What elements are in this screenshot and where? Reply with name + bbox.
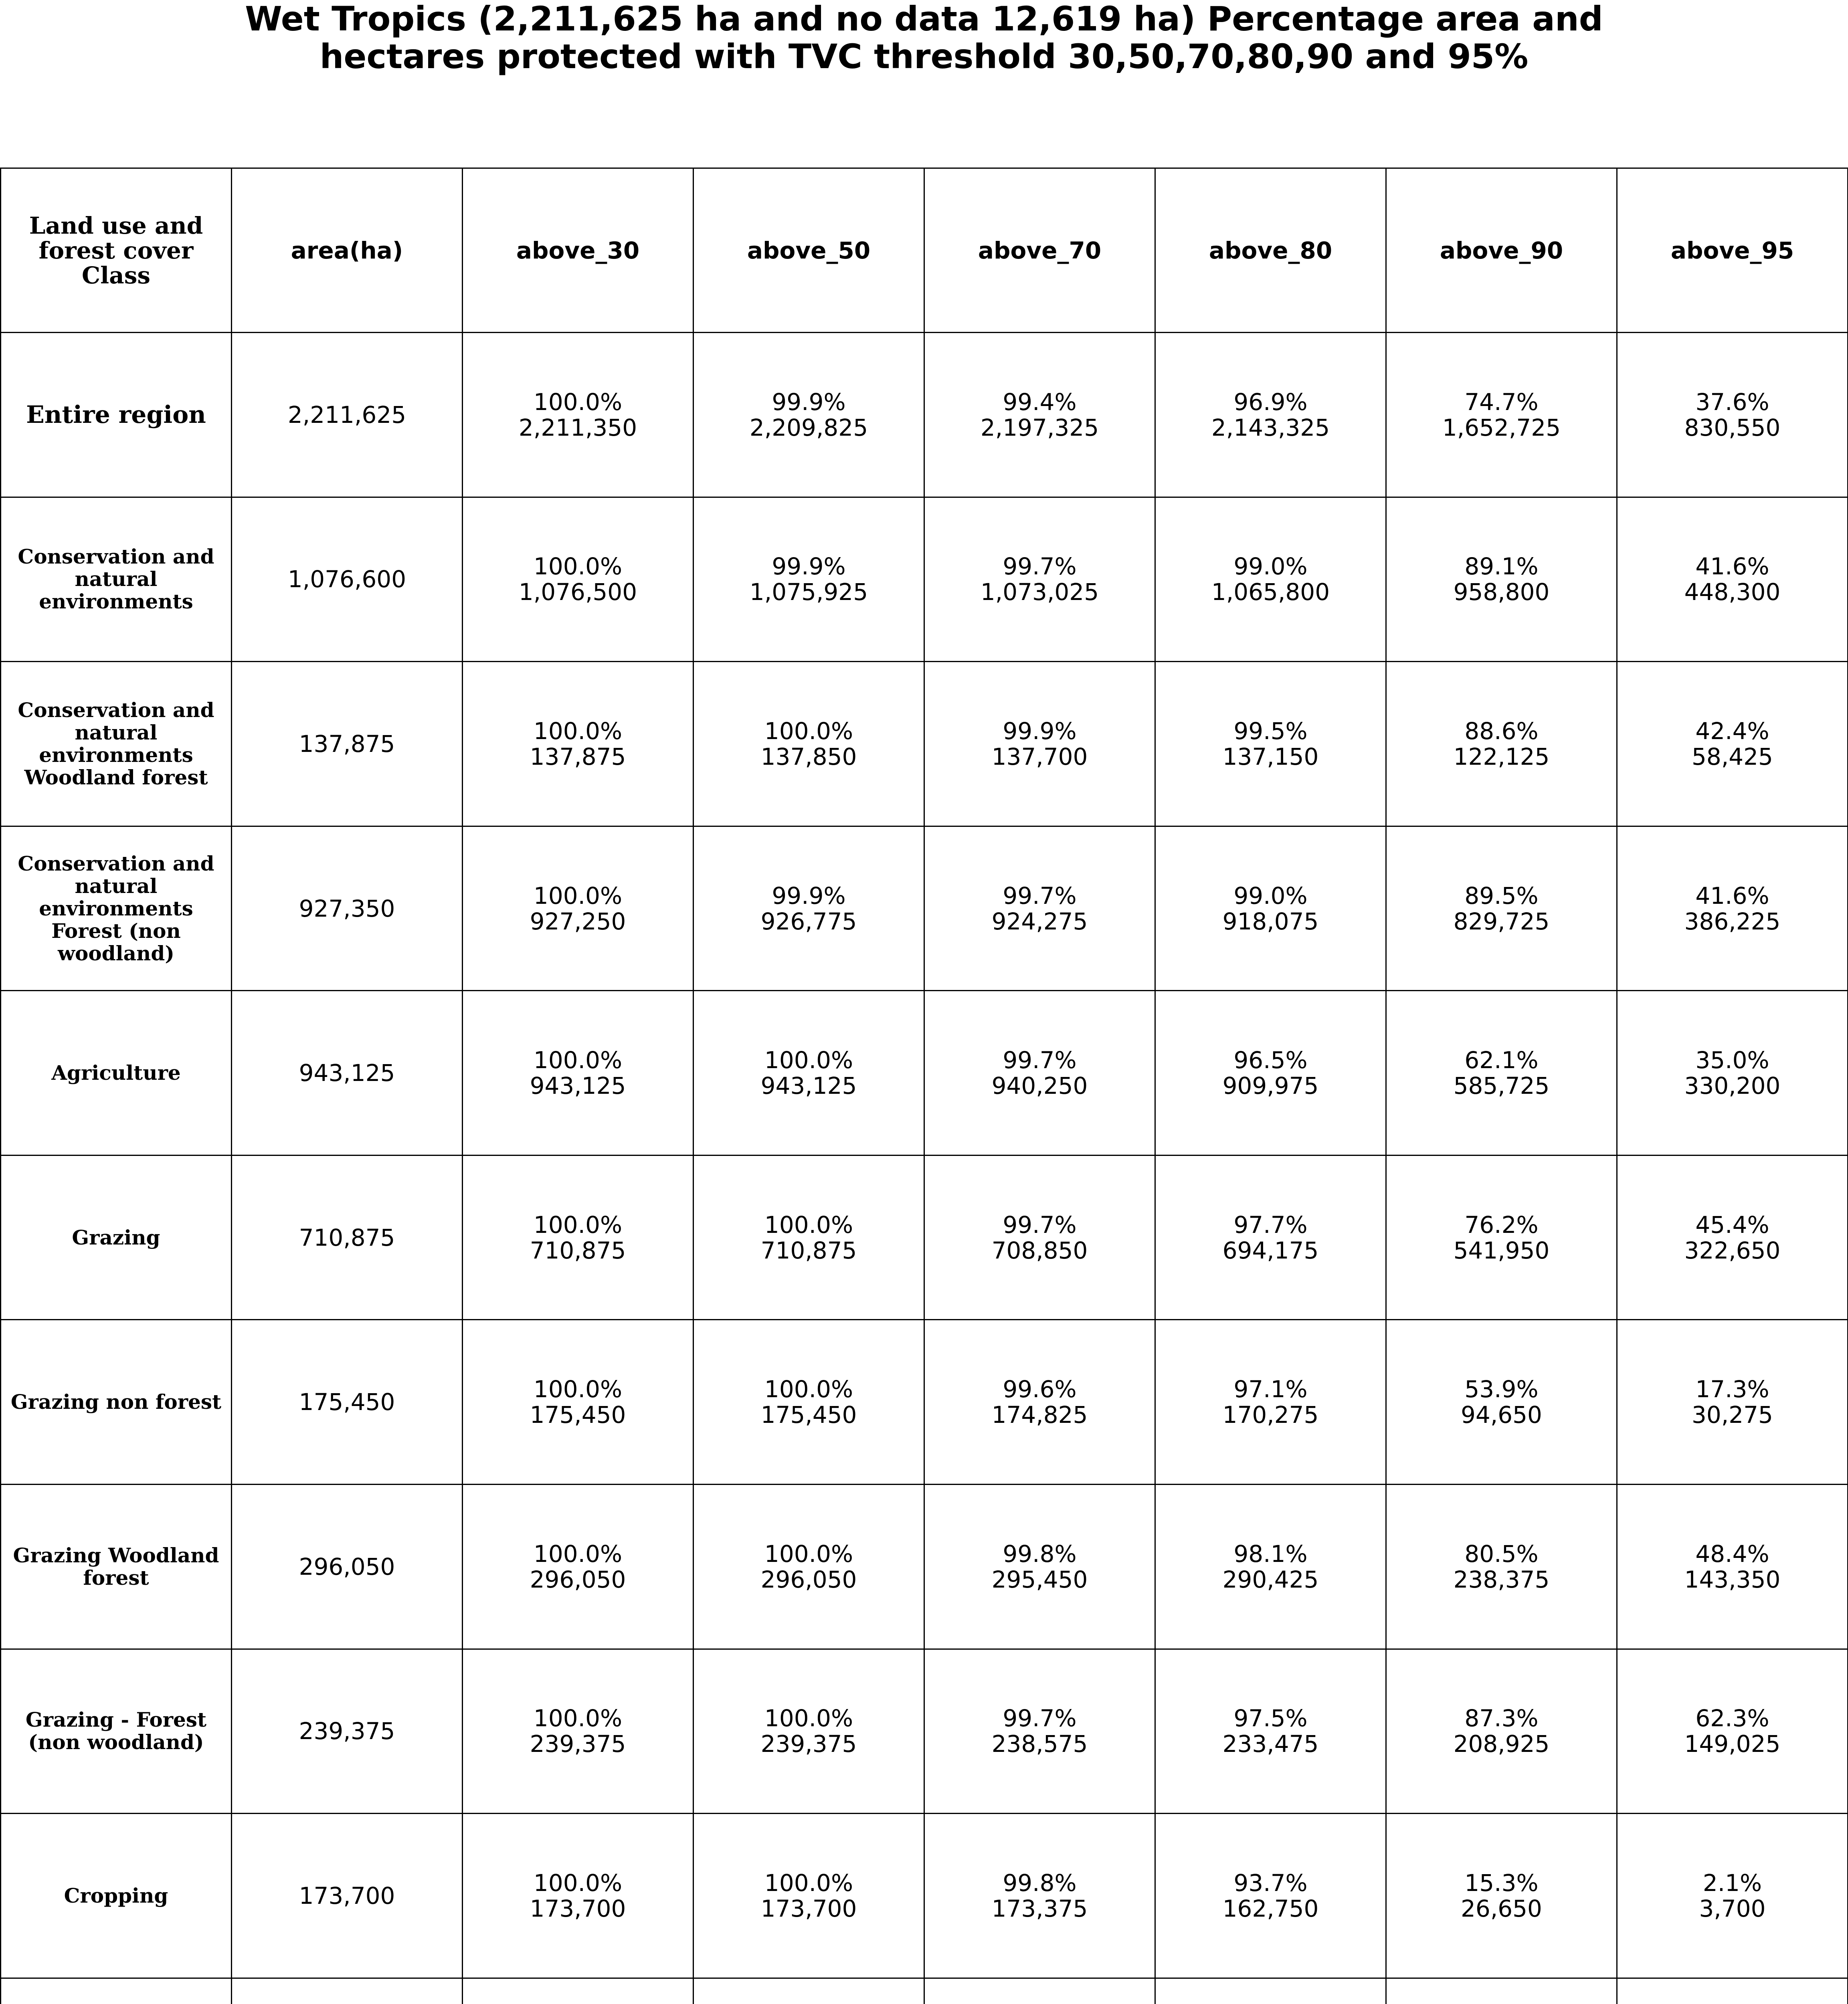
hectare-value: 958,800 bbox=[1453, 578, 1550, 606]
threshold-cell bbox=[1386, 991, 1617, 1156]
hectare-value: 26,650 bbox=[1461, 1895, 1542, 1922]
header-above-95: above_95 bbox=[1617, 168, 1848, 333]
hectare-value: 2,209,825 bbox=[749, 414, 868, 441]
threshold-cell bbox=[463, 1320, 694, 1485]
threshold-cell bbox=[1386, 826, 1617, 991]
threshold-cell bbox=[1617, 1978, 1848, 2004]
percent-value: 100.0% bbox=[533, 1705, 623, 1732]
percent-value: 2.1% bbox=[1702, 1869, 1762, 1897]
threshold-cell bbox=[924, 1320, 1155, 1485]
percent-value: 97.5% bbox=[1233, 1705, 1308, 1732]
hectare-value: 30,275 bbox=[1692, 1401, 1773, 1429]
threshold-cell bbox=[1155, 1155, 1386, 1320]
hectare-value: 174,825 bbox=[991, 1401, 1088, 1429]
percent-value: 100.0% bbox=[533, 388, 623, 416]
percent-value: 100.0% bbox=[533, 1376, 623, 1403]
table-row bbox=[1, 991, 1848, 1156]
threshold-cell bbox=[1155, 1485, 1386, 1649]
hectare-value: 137,700 bbox=[991, 743, 1088, 770]
percent-value: 89.5% bbox=[1464, 882, 1539, 909]
header-area-ha-: area(ha) bbox=[232, 168, 463, 333]
hectare-value: 2,143,325 bbox=[1211, 414, 1330, 441]
table-header-row bbox=[1, 168, 1848, 333]
percent-value: 88.6% bbox=[1464, 717, 1539, 745]
area-cell: 175,450 bbox=[232, 1320, 463, 1485]
table-row bbox=[1, 662, 1848, 826]
area-cell bbox=[232, 1978, 463, 2004]
hectare-value: 162,750 bbox=[1222, 1895, 1319, 1922]
threshold-cell bbox=[463, 1814, 694, 1978]
header-above-80: above_80 bbox=[1155, 168, 1386, 333]
row-label: Conservation and natural environments Woodland forest bbox=[1, 662, 232, 826]
row-label: Grazing - Forest (non woodland) bbox=[1, 1649, 232, 1814]
area-cell: 137,875 bbox=[232, 662, 463, 826]
table-row bbox=[1, 1649, 1848, 1814]
area-cell: 943,125 bbox=[232, 991, 463, 1156]
hectare-value: 322,650 bbox=[1684, 1236, 1781, 1264]
percent-value: 99.7% bbox=[1003, 1046, 1077, 1074]
area-cell: 173,700 bbox=[232, 1814, 463, 1978]
threshold-cell bbox=[924, 333, 1155, 497]
area-cell: 239,375 bbox=[232, 1649, 463, 1814]
hectare-value: 175,450 bbox=[530, 1401, 626, 1429]
header-above-70: above_70 bbox=[924, 168, 1155, 333]
title-line-1: Wet Tropics (2,211,625 ha and no data 12,619 ha) Percentage area and bbox=[245, 0, 1603, 38]
hectare-value: 94,650 bbox=[1461, 1401, 1542, 1429]
percent-value: 98.1% bbox=[1233, 1540, 1308, 1568]
percent-value: 99.4% bbox=[1003, 388, 1077, 416]
hectare-value: 694,175 bbox=[1222, 1236, 1319, 1264]
percent-value: 80.5% bbox=[1464, 1540, 1539, 1568]
table-row bbox=[1, 333, 1848, 497]
row-label: Conservation and natural environments bbox=[1, 497, 232, 662]
threshold-cell bbox=[1617, 333, 1848, 497]
percent-value: 99.8% bbox=[1003, 1869, 1077, 1897]
percent-value: 100.0% bbox=[533, 717, 623, 745]
threshold-cell bbox=[1386, 333, 1617, 497]
threshold-cell bbox=[463, 991, 694, 1156]
hectare-value: 1,075,925 bbox=[749, 578, 868, 606]
percent-value: 48.4% bbox=[1695, 1540, 1769, 1568]
percent-value: 99.0% bbox=[1233, 882, 1308, 909]
threshold-cell bbox=[924, 497, 1155, 662]
threshold-cell bbox=[463, 1485, 694, 1649]
hectare-value: 330,200 bbox=[1684, 1072, 1781, 1100]
row-label: Cropping bbox=[1, 1814, 232, 1978]
table-row bbox=[1, 1155, 1848, 1320]
percent-value: 100.0% bbox=[764, 1376, 853, 1403]
table-body bbox=[1, 333, 1848, 2004]
header-above-50: above_50 bbox=[694, 168, 924, 333]
hectare-value: 829,725 bbox=[1453, 907, 1550, 935]
hectare-value: 940,250 bbox=[991, 1072, 1088, 1100]
table-row bbox=[1, 1485, 1848, 1649]
threshold-cell bbox=[1617, 1485, 1848, 1649]
percent-value: 96.9% bbox=[1233, 388, 1308, 416]
threshold-cell bbox=[1155, 662, 1386, 826]
percent-value: 99.9% bbox=[772, 388, 846, 416]
percent-value: 100.0% bbox=[533, 1869, 623, 1897]
percent-value: 89.1% bbox=[1464, 553, 1539, 580]
hectare-value: 173,700 bbox=[760, 1895, 857, 1922]
threshold-cell bbox=[924, 1649, 1155, 1814]
percent-value: 96.5% bbox=[1233, 1046, 1308, 1074]
percent-value: 100.0% bbox=[764, 1211, 853, 1238]
threshold-cell bbox=[694, 991, 924, 1156]
threshold-cell bbox=[1386, 662, 1617, 826]
percent-value: 99.7% bbox=[1003, 882, 1077, 909]
hectare-value: 58,425 bbox=[1692, 743, 1773, 770]
threshold-cell bbox=[1386, 1649, 1617, 1814]
threshold-cell bbox=[1617, 1649, 1848, 1814]
hectare-value: 585,725 bbox=[1453, 1072, 1550, 1100]
threshold-cell bbox=[1617, 1155, 1848, 1320]
row-label: Grazing Woodland forest bbox=[1, 1485, 232, 1649]
threshold-cell bbox=[1155, 497, 1386, 662]
hectare-value: 238,375 bbox=[1453, 1566, 1550, 1593]
row-label: Grazing non forest bbox=[1, 1320, 232, 1485]
hectare-value: 239,375 bbox=[530, 1730, 626, 1758]
threshold-cell bbox=[694, 1320, 924, 1485]
hectare-value: 918,075 bbox=[1222, 907, 1319, 935]
percent-value: 97.7% bbox=[1233, 1211, 1308, 1238]
threshold-cell bbox=[1155, 1978, 1386, 2004]
hectare-value: 926,775 bbox=[760, 907, 857, 935]
threshold-cell bbox=[1155, 1814, 1386, 1978]
hectare-value: 233,475 bbox=[1222, 1730, 1319, 1758]
hectare-value: 710,875 bbox=[530, 1236, 626, 1264]
threshold-cell bbox=[924, 991, 1155, 1156]
header-above-90: above_90 bbox=[1386, 168, 1617, 333]
percent-value: 62.1% bbox=[1464, 1046, 1539, 1074]
protection-table bbox=[0, 168, 1848, 2004]
hectare-value: 296,050 bbox=[760, 1566, 857, 1593]
table-row bbox=[1, 826, 1848, 991]
threshold-cell bbox=[694, 662, 924, 826]
percent-value: 100.0% bbox=[764, 1869, 853, 1897]
threshold-cell bbox=[1617, 991, 1848, 1156]
percent-value: 99.9% bbox=[1003, 717, 1077, 745]
percent-value: 100.0% bbox=[764, 717, 853, 745]
threshold-cell bbox=[1386, 1814, 1617, 1978]
threshold-cell bbox=[924, 662, 1155, 826]
percent-value: 45.4% bbox=[1695, 1211, 1769, 1238]
hectare-value: 175,450 bbox=[760, 1401, 857, 1429]
hectare-value: 1,076,500 bbox=[518, 578, 637, 606]
table-row bbox=[1, 1978, 1848, 2004]
percent-value: 93.7% bbox=[1233, 1869, 1308, 1897]
percent-value: 53.9% bbox=[1464, 1376, 1539, 1403]
percent-value: 35.0% bbox=[1695, 1046, 1769, 1074]
threshold-cell bbox=[1617, 662, 1848, 826]
percent-value: 76.2% bbox=[1464, 1211, 1539, 1238]
hectare-value: 2,197,325 bbox=[980, 414, 1099, 441]
hectare-value: 927,250 bbox=[530, 907, 626, 935]
area-cell: 296,050 bbox=[232, 1485, 463, 1649]
header-above-30: above_30 bbox=[463, 168, 694, 333]
threshold-cell bbox=[694, 826, 924, 991]
percent-value: 99.9% bbox=[772, 882, 846, 909]
threshold-cell bbox=[1617, 497, 1848, 662]
threshold-cell bbox=[924, 1814, 1155, 1978]
hectare-value: 708,850 bbox=[991, 1236, 1088, 1264]
threshold-cell bbox=[1155, 991, 1386, 1156]
hectare-value: 137,150 bbox=[1222, 743, 1319, 770]
percent-value: 100.0% bbox=[764, 1540, 853, 1568]
row-label: Grazing bbox=[1, 1155, 232, 1320]
percent-value: 99.6% bbox=[1003, 1376, 1077, 1403]
hectare-value: 3,700 bbox=[1699, 1895, 1766, 1922]
percent-value: 100.0% bbox=[764, 1705, 853, 1732]
threshold-cell bbox=[924, 1155, 1155, 1320]
hectare-value: 943,125 bbox=[530, 1072, 626, 1100]
threshold-cell bbox=[694, 333, 924, 497]
percent-value: 99.5% bbox=[1233, 717, 1308, 745]
title-line-2: hectares protected with TVC threshold 30,50,70,80,90 and 95% bbox=[319, 37, 1529, 76]
percent-value: 99.9% bbox=[772, 553, 846, 580]
threshold-cell bbox=[463, 1978, 694, 2004]
header-land-use-class: Land use and forest cover Class bbox=[1, 168, 232, 333]
threshold-cell bbox=[1155, 1320, 1386, 1485]
hectare-value: 170,275 bbox=[1222, 1401, 1319, 1429]
threshold-cell bbox=[694, 497, 924, 662]
area-cell: 927,350 bbox=[232, 826, 463, 991]
area-cell: 2,211,625 bbox=[232, 333, 463, 497]
percent-value: 100.0% bbox=[533, 1211, 623, 1238]
hectare-value: 448,300 bbox=[1684, 578, 1781, 606]
percent-value: 99.0% bbox=[1233, 553, 1308, 580]
threshold-cell bbox=[463, 333, 694, 497]
hectare-value: 1,065,800 bbox=[1211, 578, 1330, 606]
percent-value: 100.0% bbox=[533, 553, 623, 580]
hectare-value: 137,850 bbox=[760, 743, 857, 770]
row-label: Agriculture bbox=[1, 991, 232, 1156]
threshold-cell bbox=[694, 1649, 924, 1814]
hectare-value: 1,073,025 bbox=[980, 578, 1099, 606]
percent-value: 41.6% bbox=[1695, 882, 1769, 909]
table-row bbox=[1, 1814, 1848, 1978]
page-title bbox=[0, 0, 1848, 75]
percent-value: 100.0% bbox=[533, 882, 623, 909]
percent-value: 99.7% bbox=[1003, 553, 1077, 580]
threshold-cell bbox=[1386, 1320, 1617, 1485]
percent-value: 41.6% bbox=[1695, 553, 1769, 580]
percent-value: 62.3% bbox=[1695, 1705, 1769, 1732]
threshold-cell bbox=[694, 1485, 924, 1649]
threshold-cell bbox=[1155, 1649, 1386, 1814]
area-cell: 1,076,600 bbox=[232, 497, 463, 662]
percent-value: 17.3% bbox=[1695, 1376, 1769, 1403]
hectare-value: 296,050 bbox=[530, 1566, 626, 1593]
hectare-value: 238,575 bbox=[991, 1730, 1088, 1758]
threshold-cell bbox=[1386, 1978, 1617, 2004]
threshold-cell bbox=[1386, 1155, 1617, 1320]
hectare-value: 830,550 bbox=[1684, 414, 1781, 441]
threshold-cell bbox=[1386, 1485, 1617, 1649]
percent-value: 87.3% bbox=[1464, 1705, 1539, 1732]
hectare-value: 1,652,725 bbox=[1442, 414, 1561, 441]
hectare-value: 122,125 bbox=[1453, 743, 1550, 770]
hectare-value: 143,350 bbox=[1684, 1566, 1781, 1593]
threshold-cell bbox=[694, 1814, 924, 1978]
threshold-cell bbox=[463, 826, 694, 991]
percent-value: 99.8% bbox=[1003, 1540, 1077, 1568]
percent-value: 100.0% bbox=[764, 1046, 853, 1074]
percent-value: 74.7% bbox=[1464, 388, 1539, 416]
hectare-value: 909,975 bbox=[1222, 1072, 1319, 1100]
hectare-value: 386,225 bbox=[1684, 907, 1781, 935]
hectare-value: 295,450 bbox=[991, 1566, 1088, 1593]
threshold-cell bbox=[924, 826, 1155, 991]
hectare-value: 541,950 bbox=[1453, 1236, 1550, 1264]
hectare-value: 239,375 bbox=[760, 1730, 857, 1758]
threshold-cell bbox=[1155, 333, 1386, 497]
row-label bbox=[1, 1978, 232, 2004]
hectare-value: 710,875 bbox=[760, 1236, 857, 1264]
percent-value: 37.6% bbox=[1695, 388, 1769, 416]
percent-value: 100.0% bbox=[533, 1046, 623, 1074]
threshold-cell bbox=[463, 1649, 694, 1814]
threshold-cell bbox=[694, 1978, 924, 2004]
percent-value: 99.7% bbox=[1003, 1705, 1077, 1732]
threshold-cell bbox=[1155, 826, 1386, 991]
table-row bbox=[1, 497, 1848, 662]
threshold-cell bbox=[1386, 497, 1617, 662]
row-label: Conservation and natural environments Forest (non woodland) bbox=[1, 826, 232, 991]
threshold-cell bbox=[924, 1485, 1155, 1649]
hectare-value: 149,025 bbox=[1684, 1730, 1781, 1758]
table-row bbox=[1, 1320, 1848, 1485]
percent-value: 97.1% bbox=[1233, 1376, 1308, 1403]
percent-value: 100.0% bbox=[533, 1540, 623, 1568]
threshold-cell bbox=[924, 1978, 1155, 2004]
percent-value: 99.7% bbox=[1003, 1211, 1077, 1238]
hectare-value: 2,211,350 bbox=[518, 414, 637, 441]
hectare-value: 290,425 bbox=[1222, 1566, 1319, 1593]
hectare-value: 137,875 bbox=[530, 743, 626, 770]
percent-value: 15.3% bbox=[1464, 1869, 1539, 1897]
hectare-value: 924,275 bbox=[991, 907, 1088, 935]
hectare-value: 173,375 bbox=[991, 1895, 1088, 1922]
hectare-value: 208,925 bbox=[1453, 1730, 1550, 1758]
threshold-cell bbox=[463, 497, 694, 662]
area-cell: 710,875 bbox=[232, 1155, 463, 1320]
threshold-cell bbox=[1617, 1814, 1848, 1978]
threshold-cell bbox=[1617, 1320, 1848, 1485]
threshold-cell bbox=[694, 1155, 924, 1320]
hectare-value: 943,125 bbox=[760, 1072, 857, 1100]
hectare-value: 173,700 bbox=[530, 1895, 626, 1922]
threshold-cell bbox=[1617, 826, 1848, 991]
threshold-cell bbox=[463, 1155, 694, 1320]
threshold-cell bbox=[463, 662, 694, 826]
percent-value: 42.4% bbox=[1695, 717, 1769, 745]
row-label: Entire region bbox=[1, 333, 232, 497]
